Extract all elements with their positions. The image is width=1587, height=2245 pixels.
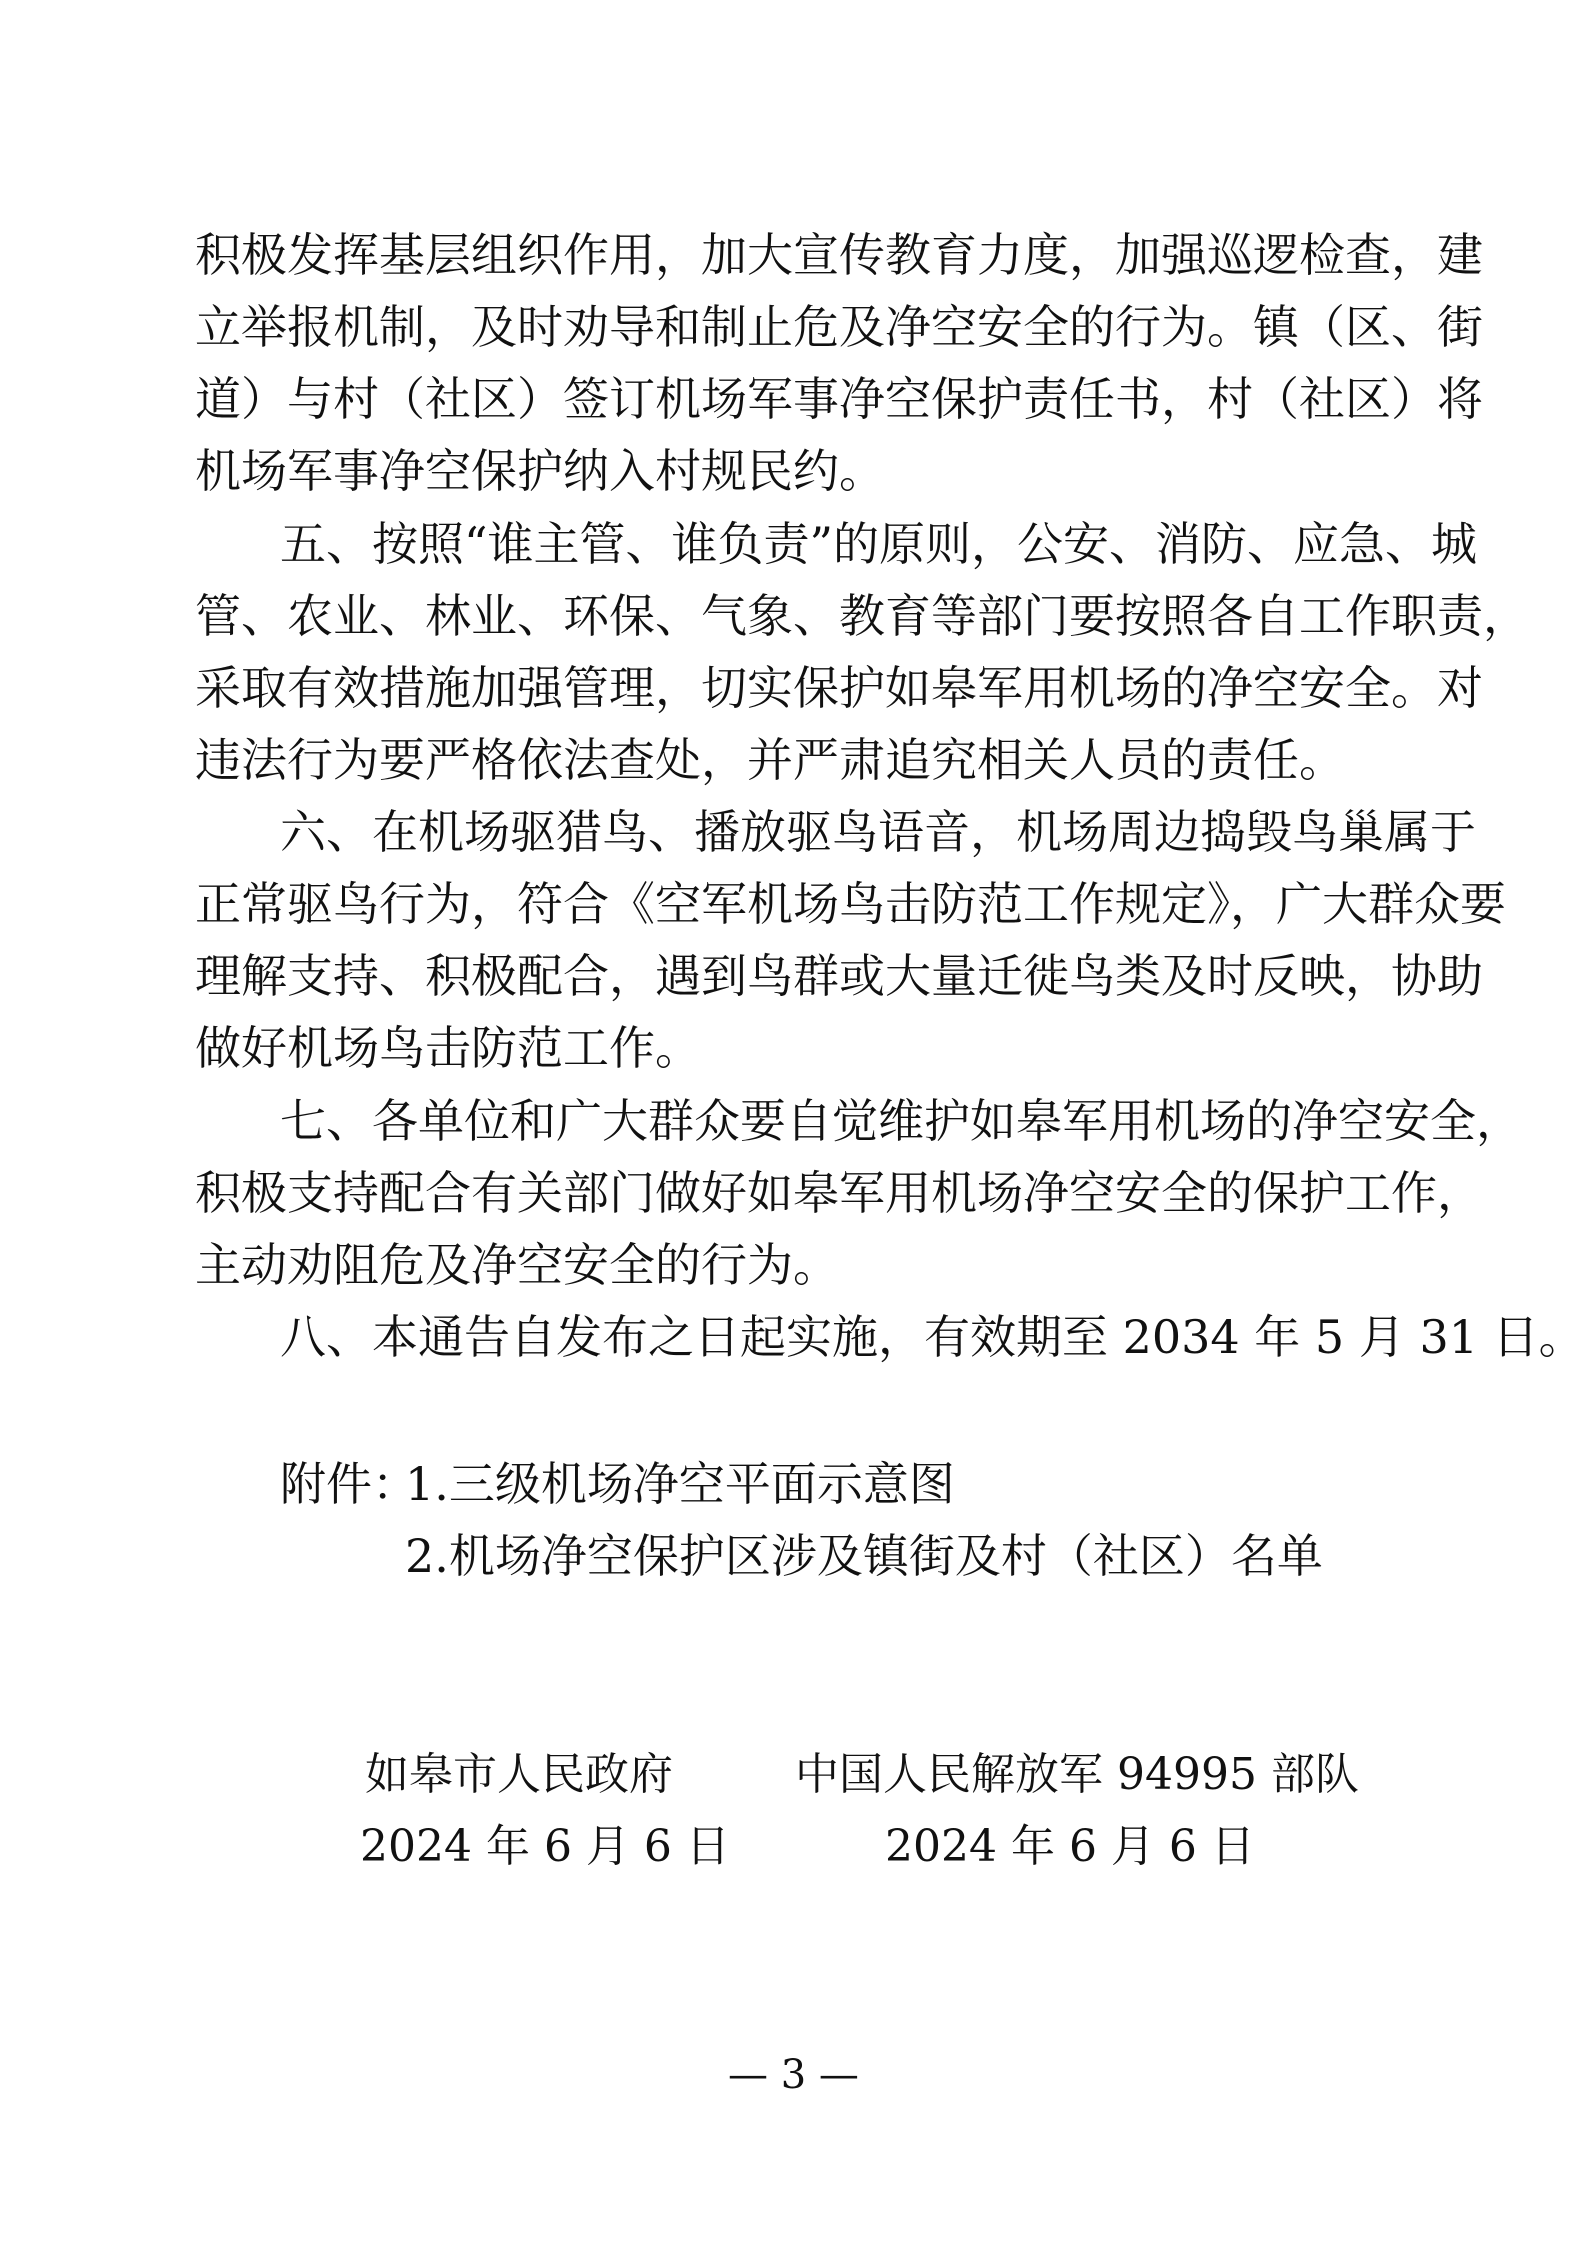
paragraph-5-line-1: 五、按照“谁主管、谁负责”的原则，公安、消防、应急、城 xyxy=(280,517,1478,571)
paragraph-4-line-3: 道）与村（社区）签订机场军事净空保护责任书，村（社区）将 xyxy=(195,372,1483,426)
paragraph-7-line-3: 主动劝阻危及净空安全的行为。 xyxy=(195,1238,839,1292)
paragraph-4-line-4: 机场军事净空保护纳入村规民约。 xyxy=(195,444,885,498)
signature-left-org: 如皋市人民政府 xyxy=(365,1749,673,1800)
paragraph-8-line-1: 八、本通告自发布之日起实施，有效期至 2034 年 5 月 31 日。 xyxy=(280,1310,1585,1364)
paragraph-5-line-3: 采取有效措施加强管理，切实保护如皋军用机场的净空安全。对 xyxy=(195,661,1483,715)
paragraph-5-line-2: 管、农业、林业、环保、气象、教育等部门要按照各自工作职责， xyxy=(195,589,1529,643)
paragraph-6-line-4: 做好机场鸟击防范工作。 xyxy=(195,1021,701,1075)
paragraph-6-line-3: 理解支持、积极配合，遇到鸟群或大量迁徙鸟类及时反映，协助 xyxy=(195,949,1483,1003)
signature-left-date: 2024 年 6 月 6 日 xyxy=(360,1821,730,1872)
paragraph-6-line-1: 六、在机场驱猎鸟、播放驱鸟语音，机场周边捣毁鸟巢属于 xyxy=(280,805,1476,859)
paragraph-7-line-1: 七、各单位和广大群众要自觉维护如皋军用机场的净空安全， xyxy=(280,1094,1522,1148)
paragraph-4-line-1: 积极发挥基层组织作用，加大宣传教育力度，加强巡逻检查，建 xyxy=(195,228,1483,282)
page-number: — 3 — xyxy=(728,2052,859,2098)
attachment-item-1: 1.三级机场净空平面示意图 xyxy=(405,1457,955,1511)
signature-right-date: 2024 年 6 月 6 日 xyxy=(885,1821,1255,1872)
paragraph-4-line-2: 立举报机制，及时劝导和制止危及净空安全的行为。镇（区、街 xyxy=(195,300,1483,354)
paragraph-7-line-2: 积极支持配合有关部门做好如皋军用机场净空安全的保护工作， xyxy=(195,1166,1483,1220)
paragraph-6-line-2: 正常驱鸟行为，符合《空军机场鸟击防范工作规定》，广大群众要 xyxy=(195,877,1506,931)
attachments-label: 附件： xyxy=(280,1457,418,1511)
paragraph-5-line-4: 违法行为要严格依法查处，并严肃追究相关人员的责任。 xyxy=(195,733,1345,787)
signature-right-org: 中国人民解放军 94995 部队 xyxy=(795,1749,1359,1800)
attachment-item-2: 2.机场净空保护区涉及镇街及村（社区）名单 xyxy=(405,1529,1323,1583)
